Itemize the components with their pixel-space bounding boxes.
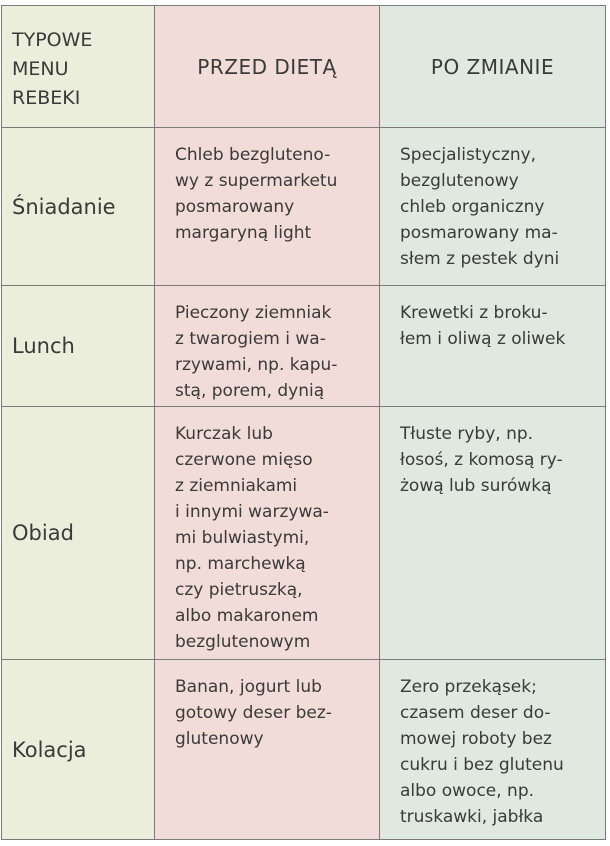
cell-line: rzywami, np. kapu- — [175, 355, 338, 375]
cell-line: Chleb bezgluteno- — [175, 145, 331, 165]
after-cell — [380, 407, 606, 660]
before-cell — [155, 286, 380, 407]
table-row — [2, 660, 606, 840]
cell-line: cukru i bez glutenu — [400, 755, 564, 775]
cell-line: margaryną light — [175, 223, 312, 243]
cell-line: chleb organiczny — [400, 197, 545, 217]
header-after-change: PO ZMIANIE — [380, 6, 606, 128]
table-row — [2, 128, 606, 286]
cell-line: żową lub surówką — [400, 476, 552, 496]
cell-line: Tłuste ryby, np. — [400, 424, 534, 444]
cell-line: posmarowany — [175, 197, 295, 217]
cell-line: albo owoce, np. — [400, 781, 535, 801]
header-label-line: TYPOWE — [12, 29, 93, 51]
before-cell — [155, 660, 380, 840]
meal-name: Obiad — [2, 407, 155, 660]
header-label-cell — [2, 6, 155, 128]
cell-line: łosoś, z komosą ry- — [400, 450, 563, 470]
cell-line: Banan, jogurt lub — [175, 677, 322, 697]
meal-name: Kolacja — [2, 660, 155, 840]
cell-line: z twarogiem i wa- — [175, 329, 326, 349]
cell-line: z ziemniakami — [175, 476, 298, 496]
header-before-diet: PRZED DIETĄ — [155, 6, 380, 128]
cell-line: czerwone mięso — [175, 450, 313, 470]
cell-line: bezglutenowym — [175, 632, 311, 652]
cell-line: Pieczony ziemniak — [175, 303, 332, 323]
cell-line: Krewetki z broku- — [400, 303, 548, 323]
cell-line: Kurczak lub — [175, 424, 273, 444]
cell-line: truskawki, jabłka — [400, 807, 544, 827]
diet-menu-table — [1, 5, 606, 840]
cell-line: Zero przekąsek; — [400, 677, 537, 697]
before-cell — [155, 128, 380, 286]
cell-line: mi bulwiastymi, — [175, 528, 310, 548]
table-row — [2, 407, 606, 660]
cell-line: bezglutenowy — [400, 171, 519, 191]
meal-name: Lunch — [2, 286, 155, 407]
cell-line: stą, porem, dynią — [175, 381, 325, 401]
cell-line: wy z supermarketu — [175, 171, 338, 191]
after-cell — [380, 286, 606, 407]
cell-line: Specjalistyczny, — [400, 145, 537, 165]
cell-line: np. marchewką — [175, 554, 306, 574]
header-label-line: REBEKI — [12, 87, 81, 109]
cell-line: czasem deser do- — [400, 703, 551, 723]
after-cell — [380, 660, 606, 840]
header-label-line: MENU — [12, 58, 69, 80]
cell-line: glutenowy — [175, 729, 264, 749]
cell-line: posmarowany ma- — [400, 223, 558, 243]
cell-line: i innymi warzywa- — [175, 502, 329, 522]
table-row — [2, 286, 606, 407]
before-cell — [155, 407, 380, 660]
cell-line: słem z pestek dyni — [400, 249, 560, 269]
cell-line: mowej roboty bez — [400, 729, 552, 749]
header-row — [2, 6, 606, 128]
cell-line: albo makaronem — [175, 606, 319, 626]
meal-name: Śniadanie — [2, 128, 155, 286]
cell-line: gotowy deser bez- — [175, 703, 332, 723]
cell-line: łem i oliwą z oliwek — [400, 329, 566, 349]
cell-line: czy pietruszką, — [175, 580, 303, 600]
after-cell — [380, 128, 606, 286]
